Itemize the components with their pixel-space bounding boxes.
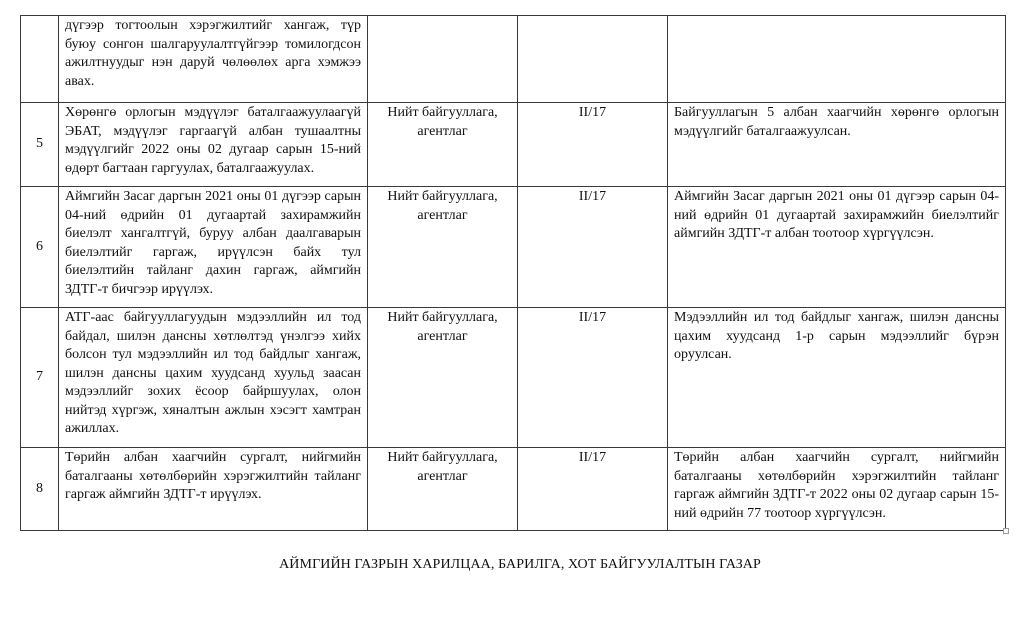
responsible-organization: Нийт байгууллага, агентлаг (368, 187, 518, 308)
implementation-result: Төрийн албан хаагчийн сургалт, нийгмийн баталгааны хөтөлбөрийн хэрэгжилтийн тайланг гаргаж аймгийн ЗДТГ-т 2022 оны 02 дугаар сарын 15-ний өдрийн 77 тоотоор хүргүүлсэн. (668, 448, 1006, 531)
table-resize-handle[interactable] (1003, 528, 1009, 534)
task-description: Аймгийн Засаг даргын 2021 оны 01 дүгээр сарын 04-ний өдрийн 01 дугаартай захирамжийн биелэлт хангалтгүй, буруу албан даалгаварын биелэлтийг гаргаж, ирүүлсэн байх тул биелэлтийн тайланг дахин гаргаж, аймгийн ЗДТГ-т бичгээр ирүүлэх. (59, 187, 368, 308)
deadline: II/17 (518, 103, 668, 187)
table-row (21, 448, 1006, 531)
deadline: II/17 (518, 187, 668, 308)
responsible-organization: Нийт байгууллага, агентлаг (368, 308, 518, 448)
deadline: II/17 (518, 308, 668, 448)
row-number (21, 16, 59, 103)
implementation-result: Аймгийн Засаг даргын 2021 оны 01 дүгээр сарын 04-ний өдрийн 01 дугаартай захирамжийн биелэлтийг аймгийн ЗДТГ-т албан тоотоор хүргүүлсэн. (668, 187, 1006, 308)
section-title: АЙМГИЙН ГАЗРЫН ХАРИЛЦАА, БАРИЛГА, ХОТ БАЙГУУЛАЛТЫН ГАЗАР (279, 557, 761, 572)
row-number: 8 (21, 448, 59, 531)
implementation-result: Байгууллагын 5 албан хаагчийн хөрөнгө орлогын мэдүүлгийг баталгаажуулсан. (668, 103, 1006, 187)
implementation-result (668, 16, 1006, 103)
responsible-organization (368, 16, 518, 103)
report-table (20, 15, 1006, 531)
table-row (21, 308, 1006, 448)
task-description: дүгээр тогтоолын хэрэгжилтийг хангаж, түр буюу сонгон шалгаруулалтгүйгээр томилогдсон ажилтнуудыг нэн даруй чөлөөлөх арга хэмжээ авах. (59, 16, 368, 103)
task-description: АТГ-аас байгууллагуудын мэдээллийн ил тод байдал, шилэн дансны хөтлөлтэд үнэлгээ хийх болсон тул мэдээллийн ил тод байдлыг хангаж, шилэн дансны цахим хуудсанд хуульд заасан мэдээллийг зохих ёсоор байршуулах, олон нийтэд хүргэж, хяналтын ажлын хэсэгт хамтран ажиллах. (59, 308, 368, 448)
responsible-organization: Нийт байгууллага, агентлаг (368, 448, 518, 531)
task-description: Хөрөнгө орлогын мэдүүлэг баталгаажуулаагүй ЭБАТ, мэдүүлэг гаргаагүй албан тушаалтны мэдүүлгийг 2022 оны 02 дугаар сарын 15-ний өдөрт багтаан гаргуулах, баталгаажуулах. (59, 103, 368, 187)
deadline (518, 16, 668, 103)
row-number: 6 (21, 187, 59, 308)
deadline: II/17 (518, 448, 668, 531)
row-number: 5 (21, 103, 59, 187)
table-row (21, 103, 1006, 187)
implementation-result: Мэдээллийн ил тод байдлыг хангаж, шилэн дансны цахим хуудсанд 1-р сарын мэдээллийг бүрэн оруулсан. (668, 308, 1006, 448)
responsible-organization: Нийт байгууллага, агентлаг (368, 103, 518, 187)
table-row (21, 16, 1006, 103)
task-description: Төрийн албан хаагчийн сургалт, нийгмийн баталгааны хөтөлбөрийн хэрэгжилтийн тайланг гаргаж аймгийн ЗДТГ-т ирүүлэх. (59, 448, 368, 531)
table-row (21, 187, 1006, 308)
row-number: 7 (21, 308, 59, 448)
